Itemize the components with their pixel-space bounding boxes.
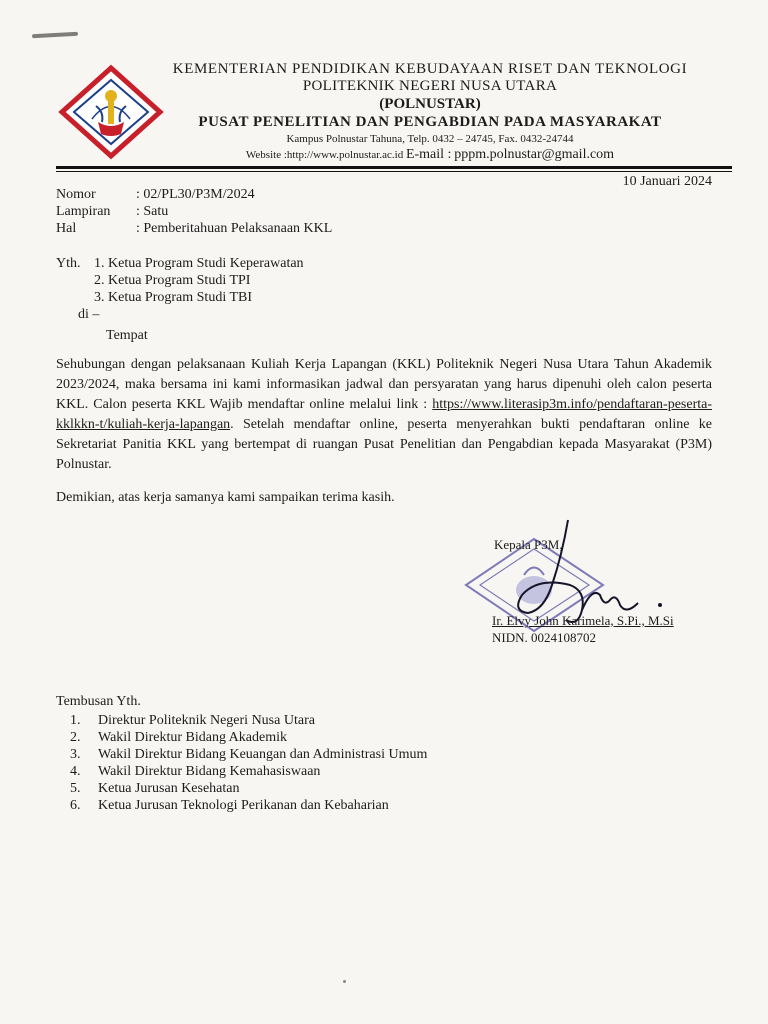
- body-text: Sehubungan dengan pelaksanaan Kuliah Kerja Lapangan (KKL) Politeknik Negeri Nusa Utara Tahun Akademik 2023/2024, maka bersama ini kami informasikan jadwal dan persyaratan yang harus dipenuhi oleh calon peserta KKL. Calon peserta KKL Wajib mendaftar online melalui link :: [56, 357, 712, 412]
- meta-key: Lampiran: [56, 204, 111, 219]
- recipient-item: 2. Ketua Program Studi TPI: [94, 273, 251, 288]
- yth-label: Yth.: [56, 256, 81, 271]
- recipient-item: 3. Ketua Program Studi TBI: [94, 290, 253, 305]
- header-rule-thin: [56, 171, 732, 172]
- email-address: pppm.polnustar@gmail.com: [454, 147, 615, 162]
- di-label: di –: [78, 307, 100, 322]
- letter-meta: [56, 186, 332, 237]
- meta-key: Hal: [56, 221, 77, 236]
- meta-value: : 02/PL30/P3M/2024: [136, 187, 255, 202]
- body-text: . Setelah mendaftar online, peserta menyerahkan bukti pendaftaran online ke Sekretariat Panitia KKL yang bertempat di ruangan Pusat Penelitian dan Pengabdian kepada Masyarakat (P3M) Polnustar.: [56, 417, 712, 472]
- signatory-nidn: NIDN. 0024108702: [492, 630, 596, 645]
- polnustar-seal-icon: [52, 64, 170, 160]
- institution-name: POLITEKNIK NEGERI NUSA UTARA: [302, 78, 558, 94]
- contact-line: [170, 147, 690, 163]
- list-item: 4. Wakil Direktur Bidang Kemahasiswaan: [70, 764, 321, 779]
- meta-value: : Pemberitahuan Pelaksanaan KKL: [136, 221, 333, 236]
- letter-date: 10 Januari 2024: [622, 174, 712, 189]
- pen-mark: [32, 32, 78, 38]
- meta-row: [56, 186, 332, 203]
- letterhead: [170, 60, 690, 163]
- list-item: 2. Wakil Direktur Bidang Akademik: [70, 730, 287, 745]
- recipient-block: [56, 255, 304, 344]
- list-item: 5. Ketua Jurusan Kesehatan: [70, 781, 240, 796]
- meta-row: [56, 220, 332, 237]
- meta-key: Nomor: [56, 187, 96, 202]
- signatory-title: Kepala P3M,: [494, 537, 563, 552]
- email-label: E-mail :: [405, 147, 452, 162]
- body-paragraph: [56, 355, 712, 475]
- meta-value: : Satu: [136, 204, 169, 219]
- unit-name: PUSAT PENELITIAN DAN PENGABDIAN PADA MASYARAKAT: [198, 114, 662, 130]
- list-item: 1. Direktur Politeknik Negeri Nusa Utara: [70, 713, 315, 728]
- header-rule-thick: [56, 166, 732, 169]
- institution-abbrev: (POLNUSTAR): [379, 96, 481, 112]
- meta-row: [56, 203, 332, 220]
- recipient-item: 1. Ketua Program Studi Keperawatan: [94, 256, 304, 271]
- tempat-label: Tempat: [106, 328, 148, 343]
- website-text: Website :http://www.polnustar.ac.id: [245, 149, 404, 161]
- list-item: 3. Wakil Direktur Bidang Keuangan dan Administrasi Umum: [70, 747, 428, 762]
- paper-speck: [343, 980, 346, 983]
- list-item: 6. Ketua Jurusan Teknologi Perikanan dan Kebaharian: [70, 798, 389, 813]
- ministry-name: KEMENTERIAN PENDIDIKAN KEBUDAYAAN RISET DAN TEKNOLOGI: [172, 61, 688, 77]
- letter-body: [56, 355, 712, 475]
- cc-block: [56, 693, 427, 814]
- cc-list: [70, 712, 427, 814]
- address-line: Kampus Polnustar Tahuna, Telp. 0432 – 24745, Fax. 0432-24744: [286, 133, 574, 145]
- signatory-name: Ir. Elvy John Karimela, S.Pi., M.Si: [492, 613, 674, 628]
- registration-link[interactable]: https://www.literasip3m.info/pendaftaran-peserta-kklkkn-t/kuliah-kerja-lapangan: [56, 397, 713, 432]
- closing-sentence: Demikian, atas kerja samanya kami sampaikan terima kasih.: [56, 490, 395, 505]
- cc-heading: Tembusan Yth.: [56, 694, 141, 709]
